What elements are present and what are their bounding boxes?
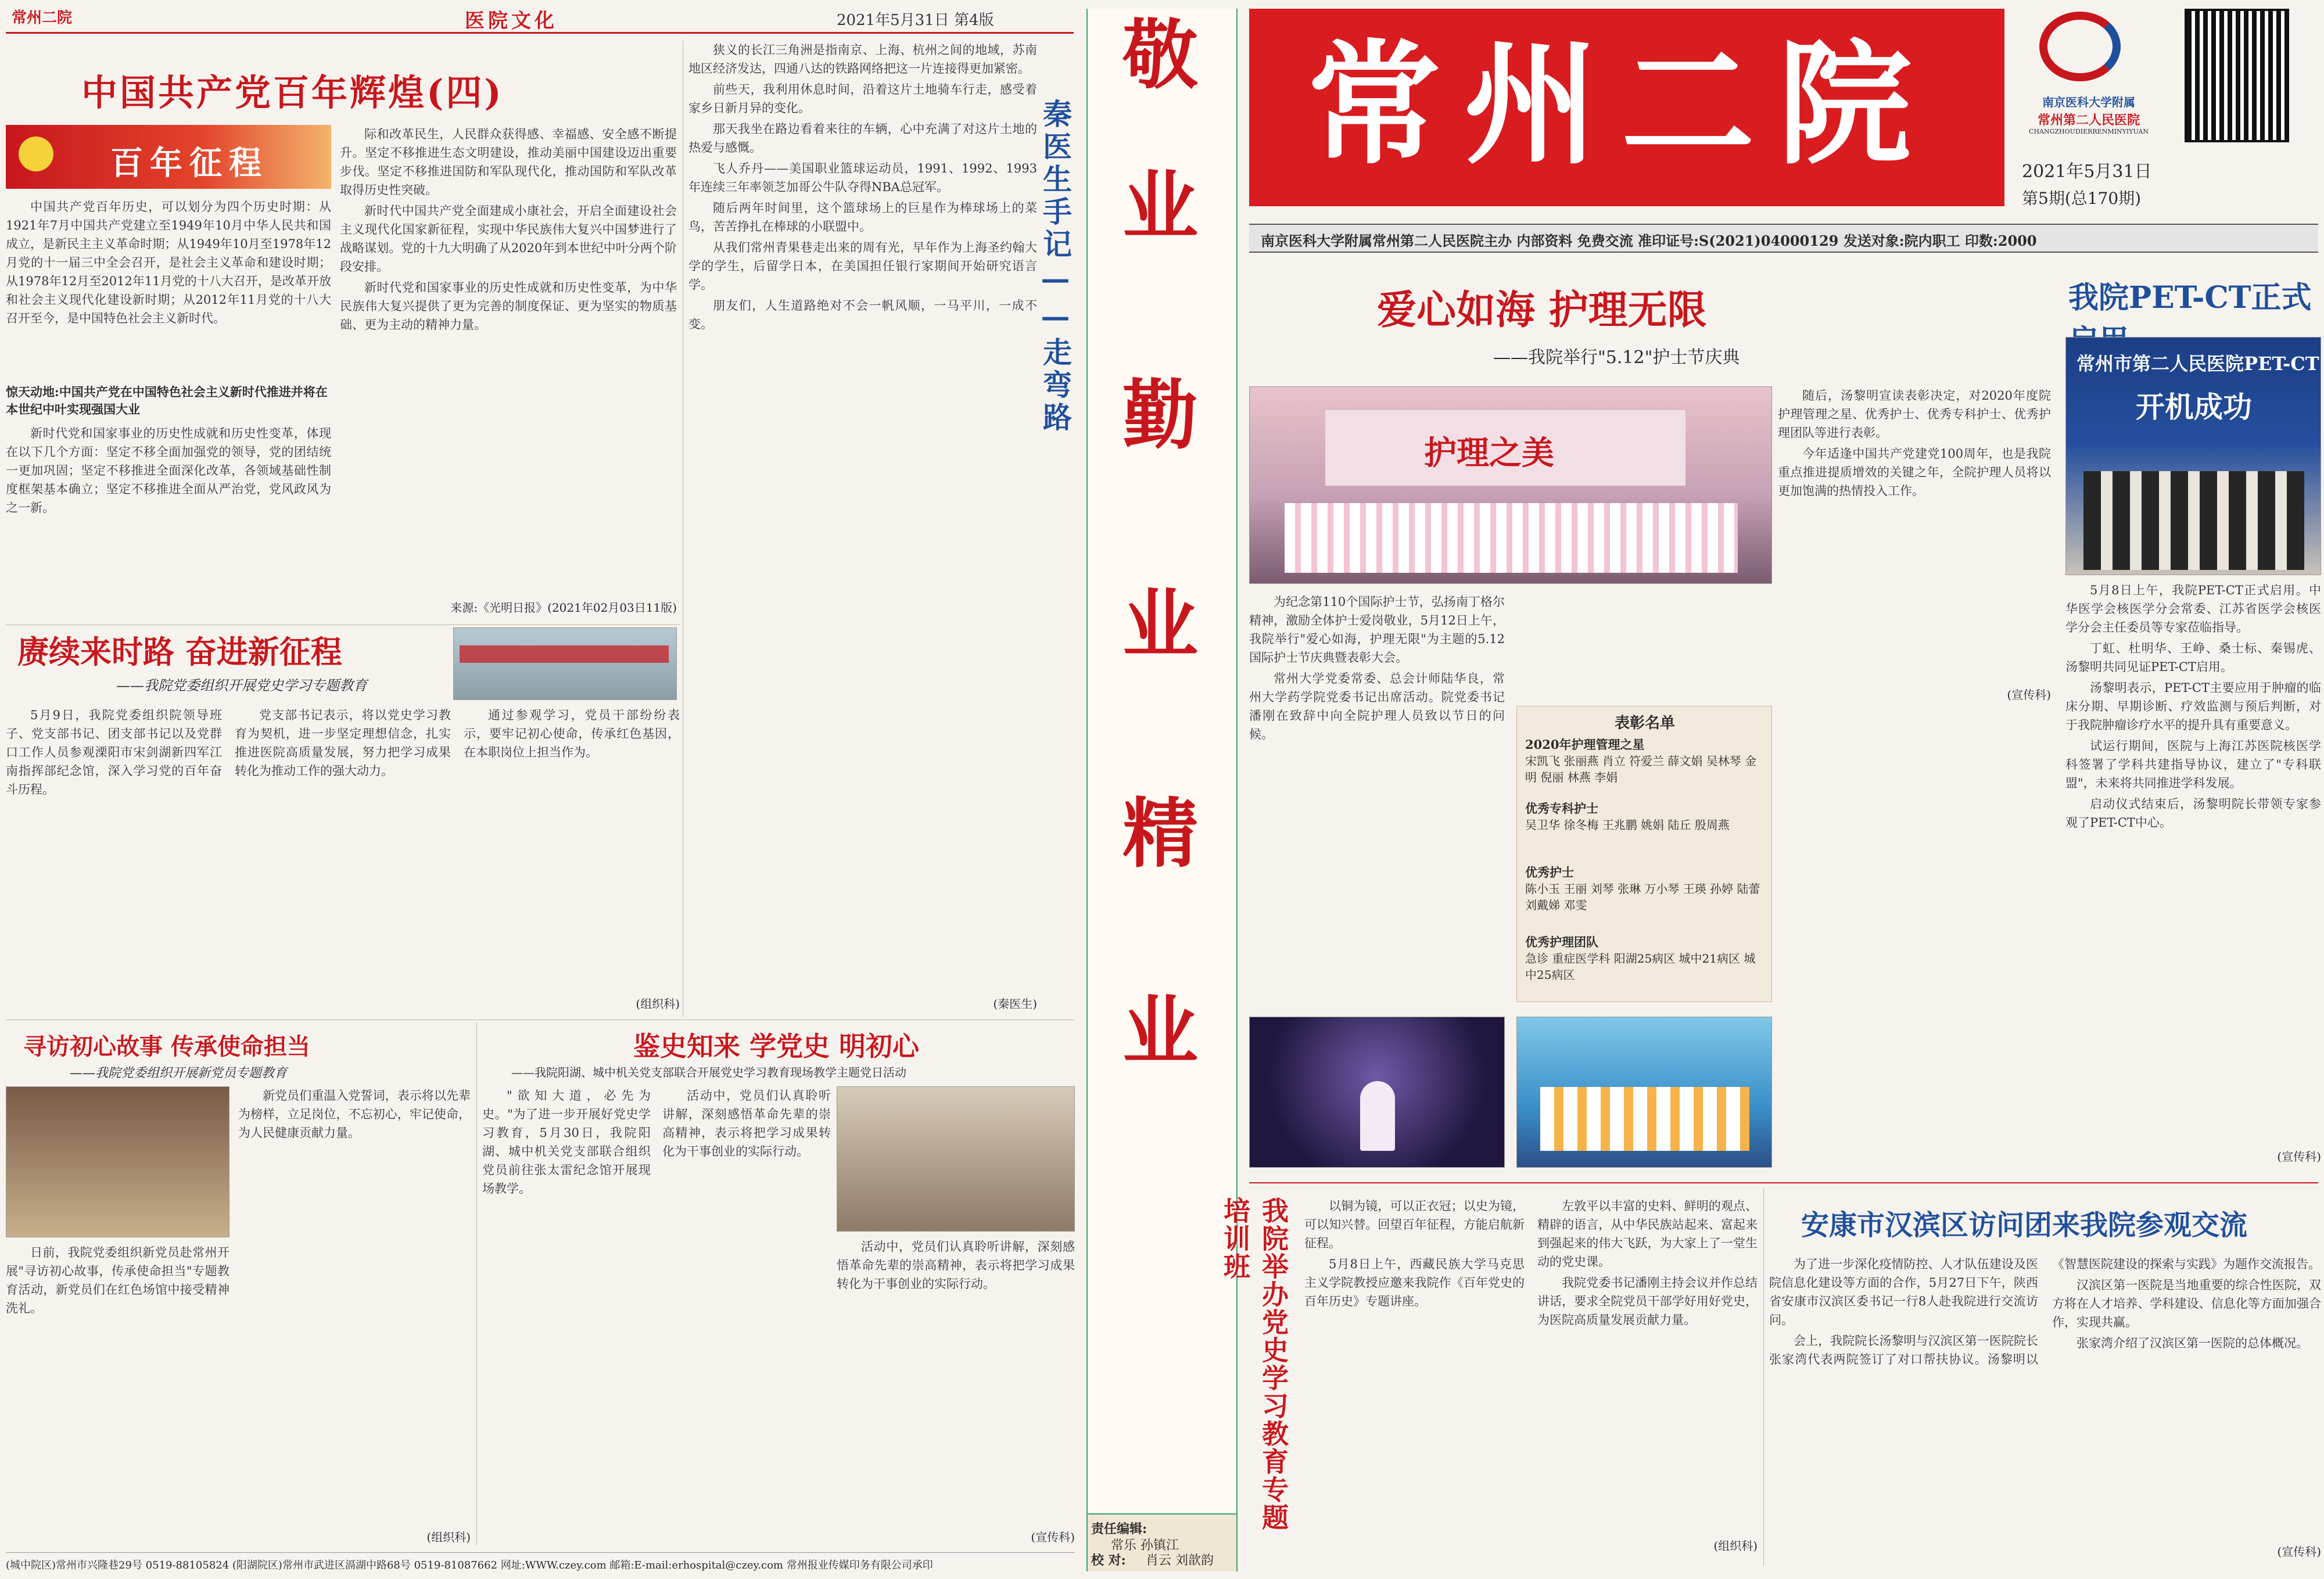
lead-photo-kids: [1516, 1017, 1772, 1168]
lead-photo-group: [1249, 386, 1772, 584]
paragraph: 那天我坐在路边看着来往的车辆，心中充满了对这片土地的热爱与感慨。: [688, 122, 1037, 155]
banner: [6, 125, 331, 189]
header-section: 医院文化: [465, 9, 558, 33]
logo-icon: [2039, 12, 2121, 81]
slogan-char: 业: [1122, 162, 1199, 250]
article3-photo: [6, 1086, 229, 1237]
article3-body-right: [238, 1086, 471, 1528]
logo-line2: 常州第二人民医院: [2037, 113, 2140, 128]
article4-signature: (宣传科): [1031, 1530, 1075, 1544]
paragraph: 我院党委书记潘刚主持会议并作总结讲话，要求全院党员干部学好用好党史，为医院高质量发展贡献力量。: [1537, 1276, 1758, 1327]
essay-column: [688, 41, 1037, 993]
honor-group-title: 优秀护士: [1525, 865, 1574, 880]
training-body: [1304, 1197, 1758, 1534]
paragraph: 新党员们重温入党誓词，表示将以先辈为榜样，立足岗位，不忘初心，牢记使命，为人民健康贡献力量。: [238, 1089, 471, 1140]
qr-code-icon[interactable]: [2185, 9, 2289, 142]
paragraph: 汤黎明表示，PET-CT主要应用于肿瘤的临床分期、早期诊断、疗效监测与预后判断，对于我院肿瘤诊疗水平的提升具有重要意义。: [2065, 681, 2321, 732]
honor-group-names: 宋凯飞 张丽燕 肖立 符爱兰 薛文娟 吴林琴 金明 倪丽 林燕 李娟: [1525, 754, 1757, 784]
pet-signature: (宣传科): [2277, 1150, 2321, 1164]
paragraph: 5月8日上午，我院PET-CT正式启用。中华医学会核医学分会常委、江苏省医学会核医学分会主任委员等专家莅临指导。: [2065, 583, 2321, 634]
middle-strip: [1086, 9, 1238, 1571]
issue-number: 第5期(总170期): [2022, 189, 2142, 208]
lead-title: 爱心如海 护理无限: [1377, 287, 1707, 333]
article2-title: 赓续来时路 奋进新征程: [17, 633, 342, 670]
hospital-logo: [2022, 12, 2161, 151]
pet-photo-text: 常州市第二人民医院PET-CT: [2076, 353, 2319, 375]
paragraph: 5月8日上午，西藏民族大学马克思主义学院教授应邀来我院作《百年党史的百年历史》专题讲座。: [1304, 1257, 1525, 1308]
paragraph: 活动中，党员们认真聆听讲解，深刻感悟革命先辈的崇高精神，表示将把学习成果转化为干事创业的实际行动。: [662, 1089, 831, 1158]
paragraph: 随后两年时间里，这个篮球场上的巨星作为棒球场上的菜鸟，苦苦挣扎在棒球的小联盟中。: [688, 201, 1037, 234]
article4-body: [482, 1086, 831, 1528]
article4-subtitle: ——我院阳湖、城中机关党支部联合开展党史学习教育现场教学主题党日活动: [511, 1065, 906, 1079]
honor-group-title: 2020年护理管理之星: [1525, 737, 1645, 752]
editor-box: [1088, 1513, 1236, 1571]
stage-screen-text: 护理之美: [1424, 434, 1554, 472]
logo-line1: 南京医科大学附属: [2042, 95, 2135, 109]
lead-photo-dance: [1249, 1017, 1505, 1168]
honor-list-title: 表彰名单: [1614, 715, 1675, 732]
party-emblem-icon: [19, 137, 53, 171]
honor-group-title: 优秀护理团队: [1525, 935, 1598, 949]
footer: (城中院区)常州市兴隆巷29号 0519-88105824 (阳湖院区)常州市武进区滆湖中路68号 0519-81087662 网址:WWW.czey.com 邮箱:E-mail:erhospital@czey.com 常州报业传媒印务有限公司承印: [6, 1559, 933, 1571]
lead-signature: (宣传科): [2007, 688, 2051, 702]
lead-subtitle: ——我院举行"5.12"护士节庆典: [1493, 347, 1740, 368]
slogan-char: 业: [1122, 986, 1199, 1075]
paragraph: 以铜为镜，可以正衣冠；以史为镜，可以知兴替。回望百年征程，方能启航新征程。: [1304, 1199, 1525, 1250]
article2-photo: [453, 627, 677, 700]
pet-body: [2065, 581, 2321, 1150]
slogan-char: 精: [1122, 789, 1199, 878]
honor-group-names: 吴卫华 徐冬梅 王兆鹏 姚娟 陆丘 殷周燕: [1525, 818, 1730, 832]
ankang-title: 安康市汉滨区访问团来我院参观交流: [1801, 1209, 2248, 1241]
paragraph: "欲知大道，必先为史。"为了进一步开展好党史学习教育，5月30日，我院阳湖、城中机关党支部联合组织党员前往张太雷纪念馆开展现场教学。: [482, 1089, 651, 1196]
honor-group-names: 急诊 重症医学科 阳湖25病区 城中21病区 城中25病区: [1525, 952, 1756, 982]
honor-group-names: 陈小玉 王丽 刘琴 张琳 万小琴 王瑛 孙婷 陆蕾 刘戴娣 邓雯: [1525, 882, 1760, 912]
paragraph: 新时代党和国家事业的历史性成就和历史性变革，为中华民族伟大复兴提供了更为完善的制度保证、更为坚实的物质基础、更为主动的精神力量。: [340, 281, 677, 332]
paragraph: 狭义的长江三角洲是指南京、上海、杭州之间的地域，苏南地区经济发达，四通八达的铁路网络把这一片连接得更加紧密。: [688, 43, 1037, 76]
paragraph: 张家湾介绍了汉滨区第一医院的总体概况。: [2076, 1336, 2308, 1350]
issue-date: 2021年5月31日: [2022, 162, 2152, 182]
dancer: [1360, 1081, 1395, 1151]
pet-photo-text2: 开机成功: [2136, 390, 2252, 424]
paragraph: 活动中，党员们认真聆听讲解，深刻感悟革命先辈的崇高精神，表示将把学习成果转化为干事创业的实际行动。: [837, 1240, 1075, 1291]
essay-signature: (秦医生): [993, 997, 1037, 1011]
paragraph: 从我们常州青果巷走出来的周有光，早年作为上海圣约翰大学的学生，后留学日本，在美国担任银行家期间开始研究语言学。: [688, 241, 1037, 292]
paragraph: 5月9日，我院党委组织院领导班子、党支部书记、团支部书记以及党群口工作人员参观溧阳市宋剑湖新四军江南指挥部纪念馆，深入学习党的百年奋斗历程。: [6, 708, 222, 796]
banner-label: 百年征程: [110, 144, 268, 182]
slogan-char: 勤: [1122, 371, 1199, 460]
officials-group: [2083, 471, 2304, 570]
ankang-signature: (宣传科): [2277, 1545, 2321, 1559]
paragraph: 通过参观学习，党员干部纷纷表示，要牢记初心使命，传承红色基因，在本职岗位上担当作为。: [464, 708, 680, 759]
paragraph: 朋友们，人生道路绝对不会一帆风顺，一马平川，一成不变。: [688, 299, 1037, 331]
article2-signature: (组织科): [636, 997, 680, 1011]
paragraph: 飞人乔丹——美国职业篮球运动员，1991、1992、1993年连续三年率领芝加哥公牛队夺得NBA总冠军。: [688, 162, 1037, 194]
article4-photo: [837, 1086, 1075, 1232]
pet-title: 我院PET-CT正式: [2068, 280, 2312, 315]
slogan-char: 敬: [1122, 10, 1199, 99]
editor-names: 常乐 孙镇江: [1111, 1538, 1179, 1553]
article3-subtitle: ——我院党委组织开展新党员专题教育: [70, 1066, 288, 1081]
paragraph: 常州大学党委常委、总会计师陆华良，常州大学药学院党委书记出席活动。院党委书记潘刚在致辞中向全院护理人员致以节日的问候。: [1249, 672, 1505, 741]
info-bar: [1249, 224, 2318, 253]
article3-title: 寻访初心故事 传承使命担当: [23, 1033, 310, 1060]
paragraph: 新时代党和国家事业的历史性成就和历史性变革，体现在以下几个方面：坚定不移全面加强党的领导，党的团结统一更加巩固；坚定不移推进全面深化改革，各领域基础性制度框架基本确立；坚定不移推进全面从严治党，党风政风为之一新。: [6, 426, 331, 515]
header-date: 2021年5月31日 第4版: [837, 12, 994, 29]
logo-line3: CHANGZHOUDIERRENMINYIYUAN: [2029, 128, 2149, 135]
paragraph: 试运行期间，医院与上海江苏医院核医学科签署了学科共建指导协议，建立了"专科联盟"，未来将共同推进学科发展。: [2065, 739, 2321, 790]
paragraph: 会上，我院院长汤黎明与汉滨区第一医院院长张家湾代表两院签订了对口帮扶协议。汤黎明以《智慧医院建设的探索与实践》为题作交流报告。: [1769, 1257, 2321, 1366]
article2-body: [6, 706, 680, 961]
masthead: [1249, 9, 2004, 206]
article3-signature: (组织科): [426, 1530, 471, 1544]
left-page: [0, 0, 1079, 1579]
paragraph: 党支部书记表示，将以党史学习教育为契机，进一步坚定理想信念，扎实推进医院高质量发展，努力把学习成果转化为推动工作的强大动力。: [235, 708, 451, 778]
paragraph: 今年适逢中国共产党建党100周年，也是我院重点推进提质增效的关键之年，全院护理人员将以更加饱满的热情投入工作。: [1778, 447, 2051, 498]
training-signature: (组织科): [1713, 1539, 1758, 1553]
editor-label: 责任编辑:: [1091, 1521, 1147, 1537]
lead-body-left: [1249, 593, 1505, 1011]
pet-photo: [2065, 337, 2321, 575]
main-title: 中国共产党百年辉煌(四): [81, 71, 504, 114]
article3-body-left: [6, 1243, 229, 1528]
paragraph: 际和改革民生，人民群众获得感、幸福感、安全感不断提升。坚定不移推进生态文明建设，推动美丽中国建设迈出重要步伐。坚定不移推进国防和军队现代化，推动国防和军队改革取得历史性突破。: [340, 127, 677, 197]
paragraph: 前些天，我利用休息时间，沿着这片土地骑车行走，感受着家乡日新月异的变化。: [688, 82, 1037, 115]
slogan-char: 业: [1122, 580, 1199, 669]
honor-group-title: 优秀专科护士: [1525, 801, 1598, 816]
paragraph: 为纪念第110个国际护士节，弘扬南丁格尔精神，激励全体护士爱岗敬业，5月12日上午，我院举行"爱心如海，护理无限"为主题的5.12国际护士节庆典暨表彰大会。: [1249, 595, 1505, 665]
source-note: 来源:《光明日报》(2021年02月03日11版): [450, 601, 677, 615]
paragraph: 新时代中国共产党全面建成小康社会，开启全面建设社会主义现代化国家新征程，实现中华民族伟大复兴中国梦进行了战略谋划。党的十九大明确了从2020年到本世纪中叶分两个阶段安排。: [340, 204, 677, 274]
proofreader-names: 肖云 刘歆韵: [1146, 1553, 1214, 1568]
essay-vertical-title: 秦医生手记——走弯路: [1038, 99, 1073, 435]
honor-list-box: [1516, 706, 1772, 1002]
right-page: [1220, 0, 2324, 1579]
nurse-group: [1285, 503, 1738, 573]
paragraph: 启动仪式结束后，汤黎明院长带领专家参观了PET-CT中心。: [2065, 797, 2321, 830]
history-col1: [6, 198, 331, 378]
training-vertical-title: 我院举办党史学习教育专题培训班: [1220, 1197, 1289, 1531]
paragraph: 左敦平以丰富的史料、鲜明的观点、精辟的语言，从中华民族站起来、富起来到强起来的伟大飞跃，为大家上了一堂生动的党史课。: [1537, 1199, 1758, 1269]
paragraph: 丁虹、杜明华、王峥、桑士标、秦锡虎、汤黎明共同见证PET-CT启用。: [2065, 641, 2321, 674]
history-col2: [340, 125, 677, 601]
info-bar-text: 南京医科大学附属常州第二人民医院主办 内部资料 免费交流 准印证号:S(2021)04000129 发送对象:院内职工 印数:2000: [1261, 232, 2037, 249]
article4-title: 鉴史知来 学党史 明初心: [633, 1031, 920, 1062]
lead-body-right: [1778, 386, 2051, 688]
paragraph: 日前，我院党委组织新党员赴常州开展"寻访初心故事，传承使命担当"专题教育活动，新党员们在红色场馆中接受精神洗礼。: [6, 1246, 229, 1315]
proofreader-label: 校 对:: [1091, 1553, 1126, 1568]
paragraph: 随后，汤黎明宣读表彰决定，对2020年度院护理管理之星、优秀护士、优秀专科护士、优秀护理团队等进行表彰。: [1778, 389, 2051, 440]
article4-body-right: [837, 1237, 1075, 1528]
paragraph: 为了进一步深化疫情防控、人才队伍建设及医院信息化建设等方面的合作，5月27日下午，陕西省安康市汉滨区委书记一行8人赴我院进行交流访问。: [1769, 1257, 2038, 1327]
history-col1b: [6, 424, 331, 622]
paragraph: 中国共产党百年历史，可以划分为四个历史时期：从1921年7月中国共产党建立至1949年10月中华人民共和国成立，是新民主主义革命时期；从1949年10月至1978年12月党的十一届三中全会召开，是社会主义革命和建设时期；从1978年12月至2012年11月党的十八大召开，是改革开放和社会主义现代化建设新时期；从2012年11月党的十八大召开至今，是中国特色社会主义新时代。: [6, 200, 331, 325]
header-paper-name: 常州二院: [12, 9, 73, 27]
ankang-body: [1769, 1255, 2321, 1539]
performers: [1540, 1087, 1749, 1151]
lead-subheading: 惊天动地:中国共产党在中国特色社会主义新时代推进并将在本世纪中叶实现强国大业: [6, 385, 328, 417]
paragraph: 汉滨区第一医院是当地重要的综合性医院，双方将在人才培养、学科建设、信息化等方面加强合作，实现共赢。: [2052, 1278, 2321, 1329]
article2-subtitle: ——我院党委组织开展党史学习专题教育: [116, 677, 367, 694]
masthead-title: 常州二院: [1307, 26, 1935, 183]
